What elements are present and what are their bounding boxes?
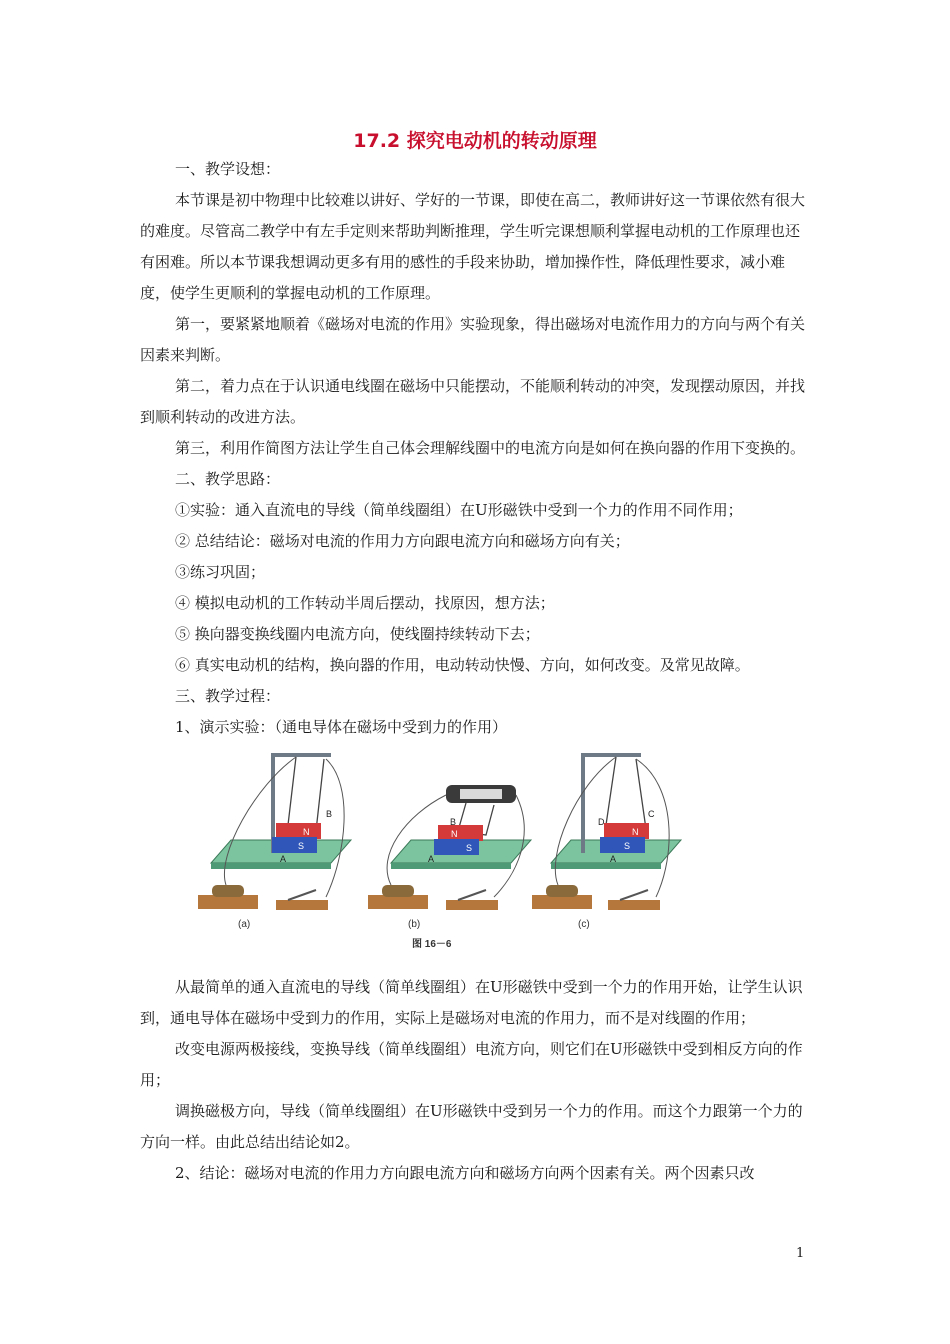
point-a-label: A <box>428 854 435 864</box>
apparatus-c <box>532 753 681 930</box>
apparatus-b <box>368 785 531 930</box>
panel-label-a: (a) <box>238 919 251 930</box>
point-a-label: A <box>280 854 287 864</box>
pole-s-label: S <box>624 841 631 851</box>
paragraph: 第三，利用作简图方法让学生自己体会理解线圈中的电流方向是如何在换向器的作用下变换的。 <box>175 439 806 457</box>
paragraph: 改变电源两极接线，变换导线（简单线圈组）电流方向，则它们在U形磁铁中受到相反方向的作用； <box>140 1040 803 1089</box>
pole-n-label: N <box>451 829 458 839</box>
paragraph: 从最简单的通入直流电的导线（简单线圈组）在U形磁铁中受到一个力的作用开始，让学生认识到，通电导体在磁场中受到力的作用，实际上是磁场对电流的作用力，而不是对线圈的作用； <box>140 978 803 1027</box>
section-heading: 二、教学思路： <box>175 470 281 488</box>
section-teaching-process <box>140 972 812 1189</box>
paragraph: 第一，要紧紧地顺着《磁场对电流的作用》实验现象，得出磁场对电流作用力的方向与两个有关因素来判断。 <box>140 315 806 364</box>
point-c-label: C <box>648 809 655 819</box>
apparatus-a <box>198 753 351 930</box>
section-heading: 一、教学设想： <box>175 160 281 178</box>
paragraph: 本节课是初中物理中比较难以讲好、学好的一节课，即使在高二，教师讲好这一节课依然有很大的难度。尽管高二教学中有左手定则来帮助判断推理，学生听完课想顺利掌握电动机的工作原理也还有困难。所以本节课我想调动更多有用的感性的手段来协助，增加操作性，降低理性要求，减小难度，使学生更顺利的掌握电动机的工作原理。 <box>140 191 806 302</box>
point-a-label: A <box>610 854 617 864</box>
list-item: ⑤ 换向器变换线圈内电流方向，使线圈持续转动下去； <box>175 625 540 643</box>
panel-label-b: (b) <box>408 919 421 930</box>
list-item: ② 总结结论：磁场对电流的作用力方向跟电流方向和磁场方向有关； <box>175 532 630 550</box>
section-teaching-idea <box>140 154 812 743</box>
point-b-label: B <box>326 809 333 819</box>
pole-n-label: N <box>632 827 639 837</box>
page-title: 17.2 探究电动机的转动原理 <box>353 130 597 152</box>
paragraph: 2、结论：磁场对电流的作用力方向跟电流方向和磁场方向两个因素有关。两个因素只改 <box>175 1164 755 1182</box>
page-number: 1 <box>796 1246 805 1261</box>
pole-s-label: S <box>466 843 473 853</box>
pole-n-label: N <box>303 827 310 837</box>
figure-caption: 图 16－6 <box>412 939 452 950</box>
experiment-figure <box>176 745 696 955</box>
list-item: ①实验：通入直流电的导线（简单线圈组）在U形磁铁中受到一个力的作用不同作用； <box>175 501 743 519</box>
experiment-illustration <box>176 745 696 955</box>
list-item: ③练习巩固； <box>175 563 266 581</box>
list-item: 1、演示实验：（通电导体在磁场中受到力的作用） <box>175 718 508 736</box>
point-b-label: B <box>450 817 457 827</box>
list-item: ⑥ 真实电动机的结构，换向器的作用，电动转动快慢、方向，如何改变。及常见故障。 <box>175 656 750 674</box>
point-d-label: D <box>598 817 605 827</box>
pole-s-label: S <box>298 841 305 851</box>
section-heading: 三、教学过程： <box>175 687 281 705</box>
panel-label-c: (c) <box>578 919 590 930</box>
paragraph: 第二，着力点在于认识通电线圈在磁场中只能摆动，不能顺利转动的冲突，发现摆动原因，并找到顺利转动的改进方法。 <box>140 377 806 426</box>
list-item: ④ 模拟电动机的工作转动半周后摆动，找原因，想方法； <box>175 594 555 612</box>
paragraph: 调换磁极方向，导线（简单线圈组）在U形磁铁中受到另一个力的作用。而这个力跟第一个力的方向一样。由此总结出结论如2。 <box>140 1102 803 1151</box>
